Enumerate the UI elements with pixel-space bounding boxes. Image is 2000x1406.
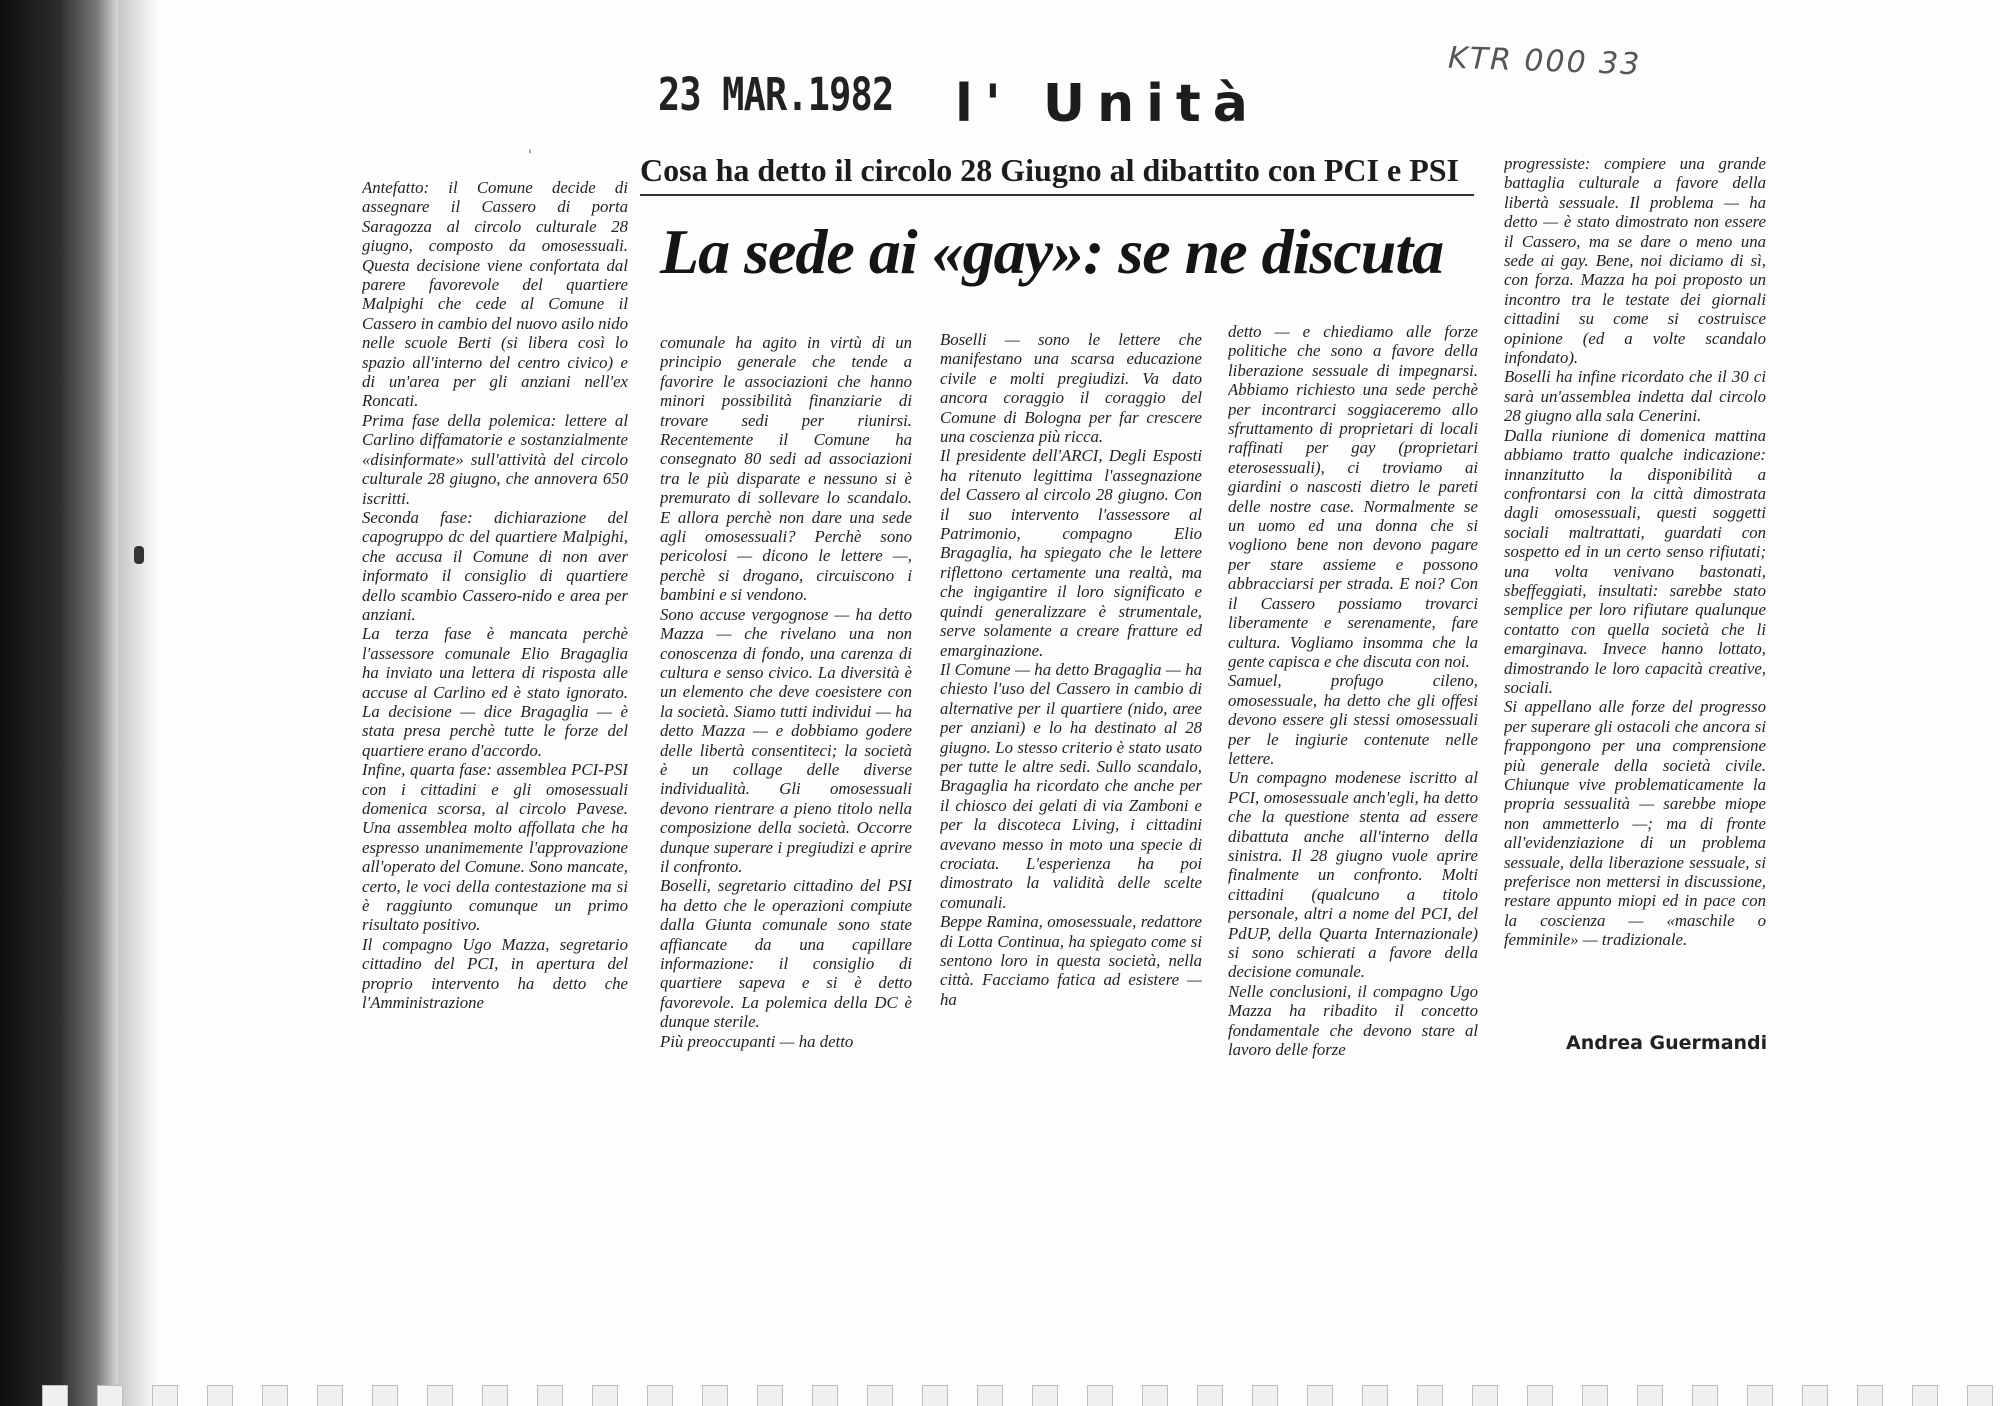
- paragraph: Il compagno Ugo Mazza, segretario cittadino del PCI, in apertura del proprio intervento ha detto che l'Amministrazione: [362, 934, 628, 1013]
- paragraph: Nelle conclusioni, il compagno Ugo Mazza ha ribadito il concetto fondamentale che devono stare al lavoro delle forze: [1228, 981, 1478, 1060]
- paragraph: Infine, quarta fase: assemblea PCI-PSI con i cittadini e gli omosessuali domenica scorsa, al circolo Pavese. Una assemblea molto affollata che ha espresso unanimemente l'approvazione all'operato del Comune. Sono mancate, certo, le voci della contestazione ma si è raggiunto comunque un primo risultato positivo.: [362, 760, 628, 935]
- paragraph: La terza fase è mancata perchè l'assessore comunale Elio Bragaglia ha inviato una lettera di risposta alle accuse al Carlino ed è stato ignorato. La decisione — dice Bragaglia — è stata presa perchè tutte le forze del quartiere erano d'accordo.: [362, 624, 628, 760]
- scan-edge-shadow: [118, 0, 158, 1406]
- paragraph: comunale ha agito in virtù di un principio generale che tende a favorire le associazioni che hanno minori possibilità finanziarie di trovare sedi per riunirsi. Recentemente il Comune ha consegnato 80 sedi ad associazioni tra le più disparate e nessuno si è premurato di sollevare lo scandalo. E allora perchè non dare una sede agli omosessuali? Perchè sono pericolosi — dicono le lettere —, perchè si drogano, circuiscono i bambini e si vendono.: [660, 333, 912, 605]
- paragraph: Più preoccupanti — ha detto: [660, 1031, 854, 1051]
- paragraph: Si appellano alle forze del progresso per superare gli ostacoli che ancora si frappongono per una comprensione più generale della società civile. Chiunque vive problematicamente la propria sessualità — sarebbe miope non ammetterlo —; ma di fronte all'evidenziazione di un problema sessuale, della liberazione sessuale, si preferisce non mettersi in discussione, restare appunto miopi ed in pace con la coscienza — «maschile o femminile» — tradizionale.: [1504, 697, 1766, 950]
- paragraph: Il presidente dell'ARCI, Degli Esposti ha ritenuto legittima l'assegnazione del Cassero al circolo 28 giugno. Con il suo intervento l'assessore al Patrimonio, compagno Elio Bragaglia, ha spiegato che le lettere riflettono certamente una realtà, ma che ingigantire il loro significato e quindi generalizzare è strumentale, serve solamente a creare fratture ed emarginazione.: [940, 446, 1202, 660]
- scan-speck: [134, 546, 144, 564]
- paragraph: Dalla riunione di domenica mattina abbiamo tratto qualche indicazione: innanzitutto la disponibilità a confrontarsi con la città dimostrata dagli omosessuali, questi soggetti sociali maltrattati, guardati con sospetto ed in un certo senso rifiutati; una volta venivano bastonati, sbeffeggiati, insultati: sarebbe stato semplice per loro rifiutare qualunque contatto con quella società che li emarginava. Invece hanno lottato, dimostrando le loro capacità creative, sociali.: [1504, 425, 1766, 697]
- paragraph: Boselli, segretario cittadino del PSI ha detto che le operazioni compiute dalla Giunta comunale sono state affiancate da una capillare informazione: il consiglio di quartiere sapeva e si è detto favorevole. La polemica della DC è dunque sterile.: [660, 876, 912, 1032]
- paragraph: progressiste: compiere una grande battaglia culturale a favore della libertà sessuale. Il problema — ha detto — è stato dimostrato non essere il Cassero, ma se dare o meno una sede ai gay. Bene, noi diciamo di sì, con forza. Mazza ha poi proposto un incontro tra le testate dei giornali cittadini su come si costruisce opinione (ed a volte scandalo infondato).: [1504, 154, 1766, 368]
- paragraph: Boselli ha infine ricordato che il 30 ci sarà un'assemblea indetta dal circolo 28 giugno alla sala Cenerini.: [1504, 367, 1766, 426]
- paragraph: Beppe Ramina, omosessuale, redattore di Lotta Continua, ha spiegato come si sentono loro in questa società, nella città. Facciamo fatica ad esistere — ha: [940, 912, 1202, 1009]
- paragraph: Prima fase della polemica: lettere al Carlino diffamatorie e sostanzialmente «disinformate» sull'attività del circolo culturale 28 giugno, che annovera 650 iscritti.: [362, 410, 628, 508]
- scan-dark-edge: [0, 0, 118, 1406]
- scanner-strip: [0, 1380, 2000, 1406]
- paragraph: detto — e chiediamo alle forze politiche che sono a favore della liberazione sessuale di impegnarsi. Abbiamo richiesto una sede perchè per incontrarci soggiaceremo allo sfruttamento di proprietari di locali raffinati per gay (proprietari eterosessuali), ci troviamo ai giardini o nascosti dietro le pareti delle nostre case. Normalmente se un uomo ed una donna che si vogliono bene non devono pagare per stare assieme e possono abbracciarsi per strada. E noi? Con il Cassero possiamo trovarci liberamente e serenamente, fare cultura. Vogliamo insomma che la gente capisca e che discuta con noi.: [1228, 322, 1478, 671]
- article-column-5: [1504, 154, 1766, 1034]
- paragraph: Un compagno modenese iscritto al PCI, omosessuale anch'egli, ha detto che la questione stenta ad essere dibattuta anche all'interno della sinistra. Il 28 giugno vuole aprire finalmente un confronto. Molti cittadini (qualcuno a titolo personale, altri a nome del PCI, del PdUP, della Quarta Internazionale) si sono schierati a favore della decisione comunale.: [1228, 768, 1478, 982]
- paragraph: Seconda fase: dichiarazione del capogruppo dc del quartiere Malpighi, che accusa il Comune di non aver informato il consiglio di quartiere dello scambio Cassero-nido e area per anziani.: [362, 507, 628, 624]
- scan-tick-mark: ': [528, 148, 532, 164]
- clipping-date: 23 MAR.1982: [658, 68, 894, 121]
- paragraph: Boselli — sono le lettere che manifestano una scarsa educazione civile e molti pregiudizi. Va dato ancora coraggio il coraggio del Comune di Bologna per far crescere una coscienza più ricca.: [940, 330, 1202, 447]
- kicker-subheadline: Cosa ha detto il circolo 28 Giugno al dibattito con PCI e PSI: [640, 152, 1459, 188]
- paragraph: Samuel, profugo cileno, omosessuale, ha detto che gli offesi devono essere gli stessi omosessuali per le ingiurie contenute nelle lettere.: [1228, 671, 1478, 768]
- article-column-4: [1228, 322, 1478, 1082]
- newspaper-masthead: l' Unità: [955, 74, 1260, 134]
- paragraph: Sono accuse vergognose — ha detto Mazza — che rivelano una non conoscenza di fondo, una carenza di cultura e senso civico. La diversità è un elemento che deve coesistere con la società. Siamo tutti individui — ha detto Mazza — e dobbiamo godere delle libertà consentiteci; la società è un collage delle diverse individualità. Gli omosessuali devono rientrare a pieno titolo nella composizione della società. Occorre dunque superare i pregiudizi e aprire il confronto.: [660, 604, 912, 876]
- kicker-rule: [640, 194, 1474, 196]
- article-column-3: [940, 330, 1202, 1090]
- paragraph: Antefatto: il Comune decide di assegnare il Cassero di porta Saragozza al circolo culturale 28 giugno, composto da omosessuali. Questa decisione viene confortata dal parere favorevole del quartiere Malpighi che cede al Comune il Cassero in cambio del nuovo asilo nido nelle scuole Berti (si libera così lo spazio all'interno del centro civico) e di un'area per gli anziani nell'ex Roncati.: [362, 178, 628, 411]
- archive-code-handwritten: KTR 000 33: [1447, 40, 1642, 83]
- article-column-2: [660, 333, 912, 1093]
- article-column-1: [362, 178, 628, 1098]
- article-headline: La sede ai «gay»: se ne discuta: [660, 216, 1444, 287]
- author-byline: Andrea Guermandi: [1566, 1032, 1768, 1054]
- paragraph: Il Comune — ha detto Bragaglia — ha chiesto l'uso del Cassero in cambio di alternative per il quartiere (nido, aree per anziani) e lo ha destinato al 28 giugno. Lo stesso criterio è stato usato per tutte le altre sedi. Sullo scandalo, Bragaglia ha ricordato che anche per il chiosco dei gelati di via Zamboni e per la discoteca Living, i cittadini avevano messo in moto una specie di crociata. L'esperienza ha poi dimostrato la validità delle scelte comunali.: [940, 659, 1202, 912]
